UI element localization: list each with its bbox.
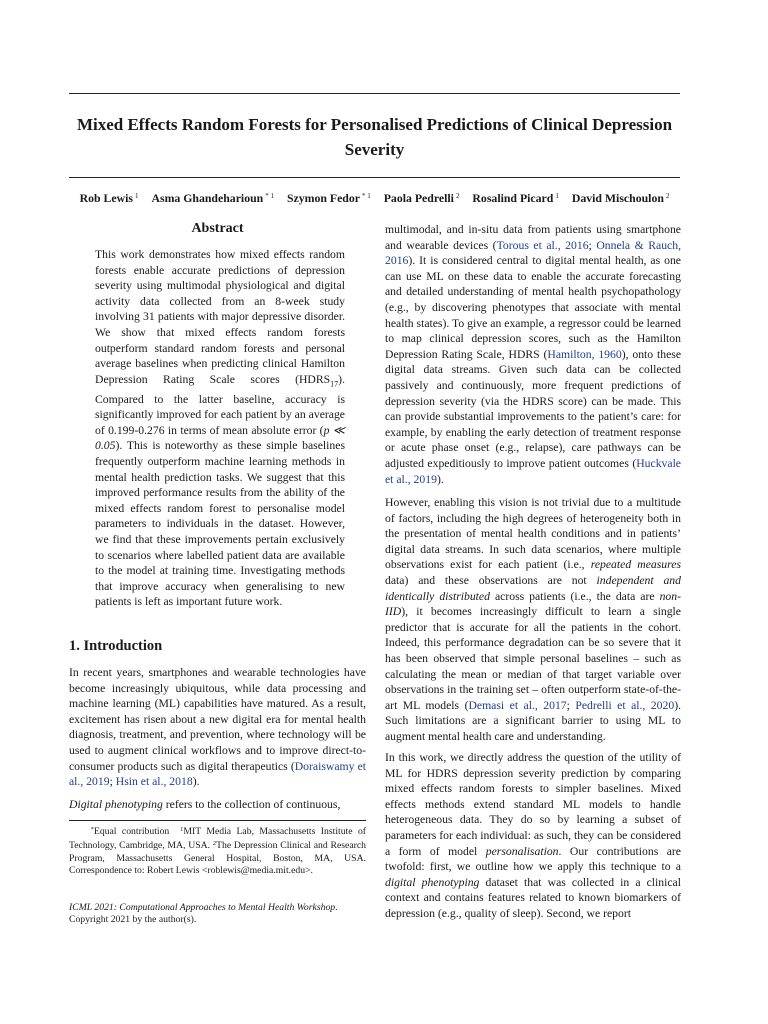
abstract-heading: Abstract xyxy=(191,221,244,236)
citation-link[interactable]: Onnela & Rauch, 2016 xyxy=(385,238,682,268)
author: Paola Pedrelli $^2$ xyxy=(383,191,460,205)
citation-link[interactable]: Hsin et al., 2018 xyxy=(115,775,193,789)
abstract-text: This work demonstrates how mixed effects random forests enable accurate predictions of depression severity using multimodal physiological and digital activity data collected from an 8-week study involving 31 patients with major depressive disorder. We show that mixed effects random forests outperform standard random forests and personal average baselines when predicting clinical Hamilton Depression Rating Scale scores $(HDRS_{17})$. Compared to the latter baseline, accuracy is significantly improved for each patient by an average of 0.199-0.276 in terms of mean absolute error (p ≪ 0.05). This is noteworthy as these simple baselines frequently outperform machine learning methods in mental health prediction tasks. We suggest that this improved performance results from the ability of the mixed effects random forest to personalise model parameters to individuals in the dataset. However, we find that these improvements pertain exclusively to scenarios where labelled patient data are available to the model at training time. Investigating methods that improve accuracy when generalising to new patients is left as important future work. xyxy=(95,248,345,609)
citation-link[interactable]: Torous et al., 2016 xyxy=(496,238,589,252)
body-paragraph: multimodal, and in-situ data from patients using smartphone and wearable devices (Torous et al., 2016; Onnela & Rauch, 2016). It is considered central to digital mental health, as one can use ML on these data to enable the accurate forecasting and detailed understanding of mental health psychopathology (e.g., by discovering phenotypes that associate with mental health states). To give an example, a regressor could be learned to map clinical depression scores, such as the Hamilton Depression Rating Scale, HDRS (Hamilton, 1960), onto these digital data streams. Given such data can be collected passively and continuously, more frequent predictions of depression severity (via the HDRS score) can be made. This can provide substantial improvements to the patient’s care: for example, by enabling the early detection of treatment response or acute phase onset (e.g., relapse), care pathways can be adjusted expeditiously to improve patient outcomes (Huckvale et al., 2019). xyxy=(385,223,682,486)
citation-link[interactable]: Huckvale et al., 2019 xyxy=(385,456,681,486)
footnote-rule xyxy=(69,820,366,821)
paper-title: Mixed Effects Random Forests for Personalised Predictions of Clinical Depression Severity xyxy=(76,115,673,159)
citation-link[interactable]: Pedrelli et al., 2020 xyxy=(575,698,675,712)
citation-link[interactable]: Doraiswamy et al., 2019 xyxy=(69,759,366,789)
intro-paragraph: In recent years, smartphones and wearable technologies have become increasingly ubiquitous, while data processing and machine learning (ML) capabilities have matured. As a result, excitement has risen about a new digital era for mental health diagnosis, treatment, and prevention, where technology will be used to augment clinical workflows and to improve direct-to-consumer products such as digital therapeutics (Doraiswamy et al., 2019; Hsin et al., 2018). xyxy=(69,666,366,789)
venue-note: ICML 2021: Computational Approaches to Mental Health Workshop. Copyright 2021 by the author(s). xyxy=(69,902,338,926)
intro-paragraph: Digital phenotyping refers to the collection of continuous, xyxy=(69,798,341,811)
title-bottom-rule xyxy=(69,177,680,178)
author: Szymon Fedor $^{* 1}$ xyxy=(286,191,371,205)
author: David Mischoulon $^2$ xyxy=(571,191,670,205)
footnote: *Equal contribution $^1$MIT Media Lab, Massachusetts Institute of Technology, Cambridge, MA, USA. $^2$The Depression Clinical and Research Program, Massachusetts General Hospital, Boston, MA, USA. Correspondence to: Robert Lewis <roblewis@media.mit.edu>. xyxy=(69,826,367,877)
title-top-rule xyxy=(69,93,680,94)
body-paragraph: In this work, we directly address the question of the utility of ML for HDRS depression severity prediction by comparing mixed effects random forests to simpler baselines. Mixed effects methods extend standard ML models to handle heterogeneous data. They do so by learning a subset of parameters for each individual: as such, they can be considered a form of model personalisation. Our contributions are twofold: first, we outline how we apply this technique to a digital phenotyping dataset that was collected in a clinical context and contains features related to known biomarkers of depression (e.g., quality of sleep). Second, we report xyxy=(385,751,681,920)
author: Asma Ghandeharioun $^{* 1}$ xyxy=(151,191,274,205)
author: Rosalind Picard $^1$ xyxy=(472,191,559,205)
body-paragraph: However, enabling this vision is not trivial due to a multitude of factors, including the high degrees of heterogeneity both in the presentation of mental health conditions and in patients’ digital data streams. In such data scenarios, where multiple observations exist for each patient (i.e., repeated measures data) and these observations are not independent and identically distributed across patients (i.e., the data are non-IID), it becomes increasingly difficult to learn a single predictor that is accurate for all the patients in the cohort. Indeed, this performance degradation can be so severe that it has been observed that simple personal baselines – such as calculating the mean or median of that target variable over observations in the training set – often outperform state-of-the-art ML models (Demasi et al., 2017; Pedrelli et al., 2020). Such limitations are a significant barrier to using ML to augment mental health care and understanding. xyxy=(385,496,682,743)
citation-link[interactable]: Demasi et al., 2017 xyxy=(468,698,567,712)
author-list xyxy=(69,191,680,206)
citation-link[interactable]: Hamilton, 1960 xyxy=(547,347,622,361)
section-heading-introduction: 1. Introduction xyxy=(69,638,163,654)
author: Rob Lewis $^1$ xyxy=(79,191,139,205)
